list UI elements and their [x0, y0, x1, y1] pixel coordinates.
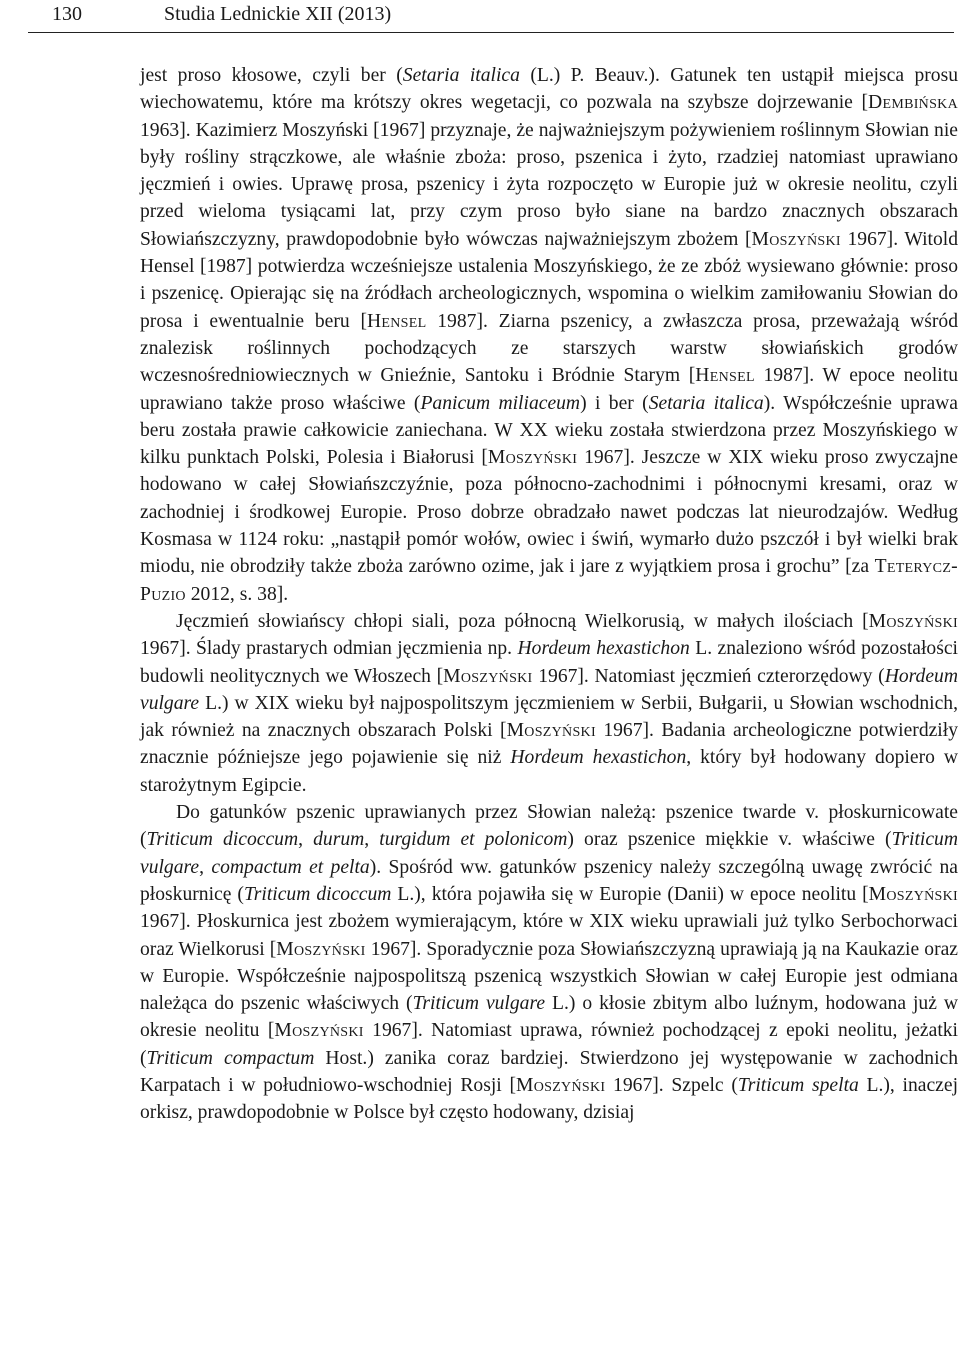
text-run: 1967]. Szpelc (	[605, 1074, 738, 1096]
citation-author: Moszyński	[506, 720, 596, 742]
text-run: L.) o kłosie zbitym albo luźnym, hodowana już w okresie neolitu [	[140, 993, 959, 1042]
text-run: 1967]. Natomiast jęczmień czterorzędowy (	[532, 665, 885, 687]
text-run: 1967]. Natomiast uprawa, również pochodzącej z epoki neolitu, jeżatki (	[140, 1020, 959, 1069]
paragraph	[140, 608, 958, 799]
italic-text: Setaria italica	[648, 392, 764, 414]
citation-author: Moszyński	[276, 938, 366, 960]
italic-text: compactum et pelta	[211, 856, 370, 878]
text-run: 1967]. Płoskurnica jest zbożem wymierającym, które w XIX wieku uprawiali już tylko Serbochorwaci oraz Wielkorusi [	[140, 911, 958, 960]
italic-text: Hordeum hexastichon	[510, 747, 687, 769]
page-number: 130	[52, 3, 82, 25]
citation-author: Hensel	[366, 310, 427, 332]
text-run: Do gatunków pszenic uprawianych przez Słowian należą: pszenice twarde v. płoskurnicowate (	[140, 802, 958, 851]
text-run: ) oraz pszenice miękkie v. właściwe (	[567, 829, 892, 851]
journal-title: Studia Lednickie XII (2013)	[164, 3, 392, 25]
paragraph	[140, 799, 958, 1127]
text-run: 1967]. Badania archeologiczne potwierdziły znacznie późniejsze jego pojawienie się niż	[140, 720, 958, 769]
text-run: L.), która pojawiła się w Europie (Danii) w epoce neolitu [	[391, 883, 869, 905]
italic-text: Hordeum vulgare	[140, 665, 958, 714]
text-run: 1967]. Sporadycznie poza Słowiańszczyzną uprawiają ją na Kaukazie oraz w Europie. Współcześnie najpospolitszą pszenicą wszystkich Słowian w całej Europie jest odmiana należąca do pszenic właściwych (	[140, 938, 958, 1015]
italic-text: Triticum vulgare	[412, 993, 546, 1015]
italic-text: Triticum spelta	[737, 1074, 859, 1096]
italic-text: turgidum et polonicom	[379, 829, 568, 851]
citation-author: Teterycz-Puzio	[140, 556, 958, 605]
italic-text: Triticum compactum	[146, 1047, 315, 1069]
text-run: , który był hodowany dopiero w starożytnym Egipcie.	[140, 747, 959, 796]
text-run: 1987]. W epoce neolitu uprawiano także proso właściwe (	[140, 365, 958, 414]
text-run: Jęczmień słowiańscy chłopi siali, poza północną Wielkorusią, w małych ilościach [	[176, 610, 869, 632]
text-run: 1963]. Kazimierz Moszyński [1967] przyznaje, że najważniejszym pożywieniem roślinnym Słowian nie były rośliny strączkowe, ale właśnie zboża: proso, pszenica i żyto, rzadziej natomiast uprawiano jęczmień i owies. Uprawę prosa, pszenicy i żyta rozpoczęto w Europie już w okresie neolitu, czyli przed wieloma tysiącami lat, przy czym proso było siane na bardzo znacznych obszarach Słowiańszczyzny, prawdopodobnie było wówczas najważniejszym zbożem [	[140, 119, 958, 250]
citation-author: Moszyński	[751, 228, 841, 250]
text-run: 1967]. Jeszcze w XIX wieku proso zwyczajne hodowano w całej Słowiańszczyźnie, poza północno-zachodnimi i północnymi kresami, oraz w zachodniej i środkowej Europie. Proso dobrze obradzało nawet podczas lat nieurodzajów. Według Kosmasa w 1124 roku: „nastąpił pomór wołów, owiec i świń, wymarło dużo pszczół i był wielki brak miodu, nie obrodziły także zboża zarówno ozime, jak i jare z wyjątkiem prosa i grochu” [za	[140, 447, 958, 578]
running-header	[26, 0, 950, 30]
citation-author: Dembińska	[868, 92, 958, 114]
citation-author: Moszyński	[868, 610, 958, 632]
citation-author: Moszyński	[515, 1074, 606, 1096]
italic-text: Triticum dicoccum	[243, 883, 392, 905]
text-run: Host.) zanika coraz bardziej. Stwierdzono jej występowanie w zachodnich Karpatach i w południowo-wschodniej Rosji [	[140, 1047, 959, 1096]
text-run: ,	[298, 829, 314, 851]
text-run: ). Współcześnie uprawa beru została prawie całkowicie zaniechana. W XX wieku została stwierdzona przez Moszyńskiego w kilku punktach Polski, Polesia i Białorusi [	[140, 392, 958, 469]
text-run: ). Spośród ww. gatunków pszenicy należy szczególną uwagę zwrócić na płoskurnicę (	[140, 856, 958, 905]
body-text	[140, 62, 958, 1127]
paragraph	[140, 62, 958, 608]
italic-text: Triticum vulgare	[140, 829, 958, 878]
italic-text: Hordeum hexastichon	[517, 638, 690, 660]
text-run: ,	[199, 856, 212, 878]
text-run: 1987]. Ziarna pszenicy, a zwłaszcza prosa, przeważają wśród znalezisk roślinnych pochodzących ze starszych warstw słowiańskich grodów wczesnośredniowiecznych w Gnieźnie, Santoku i Bródnie Starym [	[140, 310, 958, 387]
italic-text: Triticum dicoccum	[146, 829, 299, 851]
citation-author: Hensel	[695, 365, 755, 387]
italic-text: durum	[313, 829, 365, 851]
citation-author: Moszyński	[487, 447, 578, 469]
text-run: L.) w XIX wieku był najpospolitszym jęczmieniem w Serbii, Bułgarii, u Słowian wschodnich, jak również na znacznych obszarach Polski [	[140, 692, 958, 742]
text-run: 1967]. Ślady prastarych odmian jęczmienia np.	[140, 638, 518, 660]
header-rule	[28, 32, 954, 33]
italic-text: Panicum miliaceum	[420, 392, 581, 414]
text-run: 2012, s. 38].	[185, 583, 289, 605]
text-run: L. znaleziono wśród pozostałości budowli neolitycznych we Włoszech [	[140, 638, 958, 687]
text-run: L.), inaczej orkisz, prawdopodobnie w Polsce był często hodowany, dzisiaj	[140, 1074, 959, 1124]
text-run: ,	[364, 829, 380, 851]
text-run: 1967]. Witold Hensel [1987] potwierdza wcześniejsze ustalenia Moszyńskiego, że ze zbóż wysiewano głównie: proso i pszenicę. Opierając się na źródłach archeologicznych, wspomina o wielkim zamiłowaniu Słowian do prosa i ewentualnie beru [	[140, 228, 959, 332]
citation-author: Moszyński	[274, 1020, 364, 1042]
text-run: (L.) P. Beauv.). Gatunek ten ustąpił miejsca prosu wiechowatemu, które ma krótszy okres wegetacji, co pozwala na szybsze dojrzewanie [	[140, 65, 958, 114]
citation-author: Moszyński	[868, 883, 958, 905]
text-run: jest proso kłosowe, czyli ber (	[140, 65, 403, 86]
text-run: ) i ber (	[580, 392, 649, 414]
italic-text: Setaria italica	[402, 65, 520, 86]
citation-author: Moszyński	[443, 665, 533, 687]
